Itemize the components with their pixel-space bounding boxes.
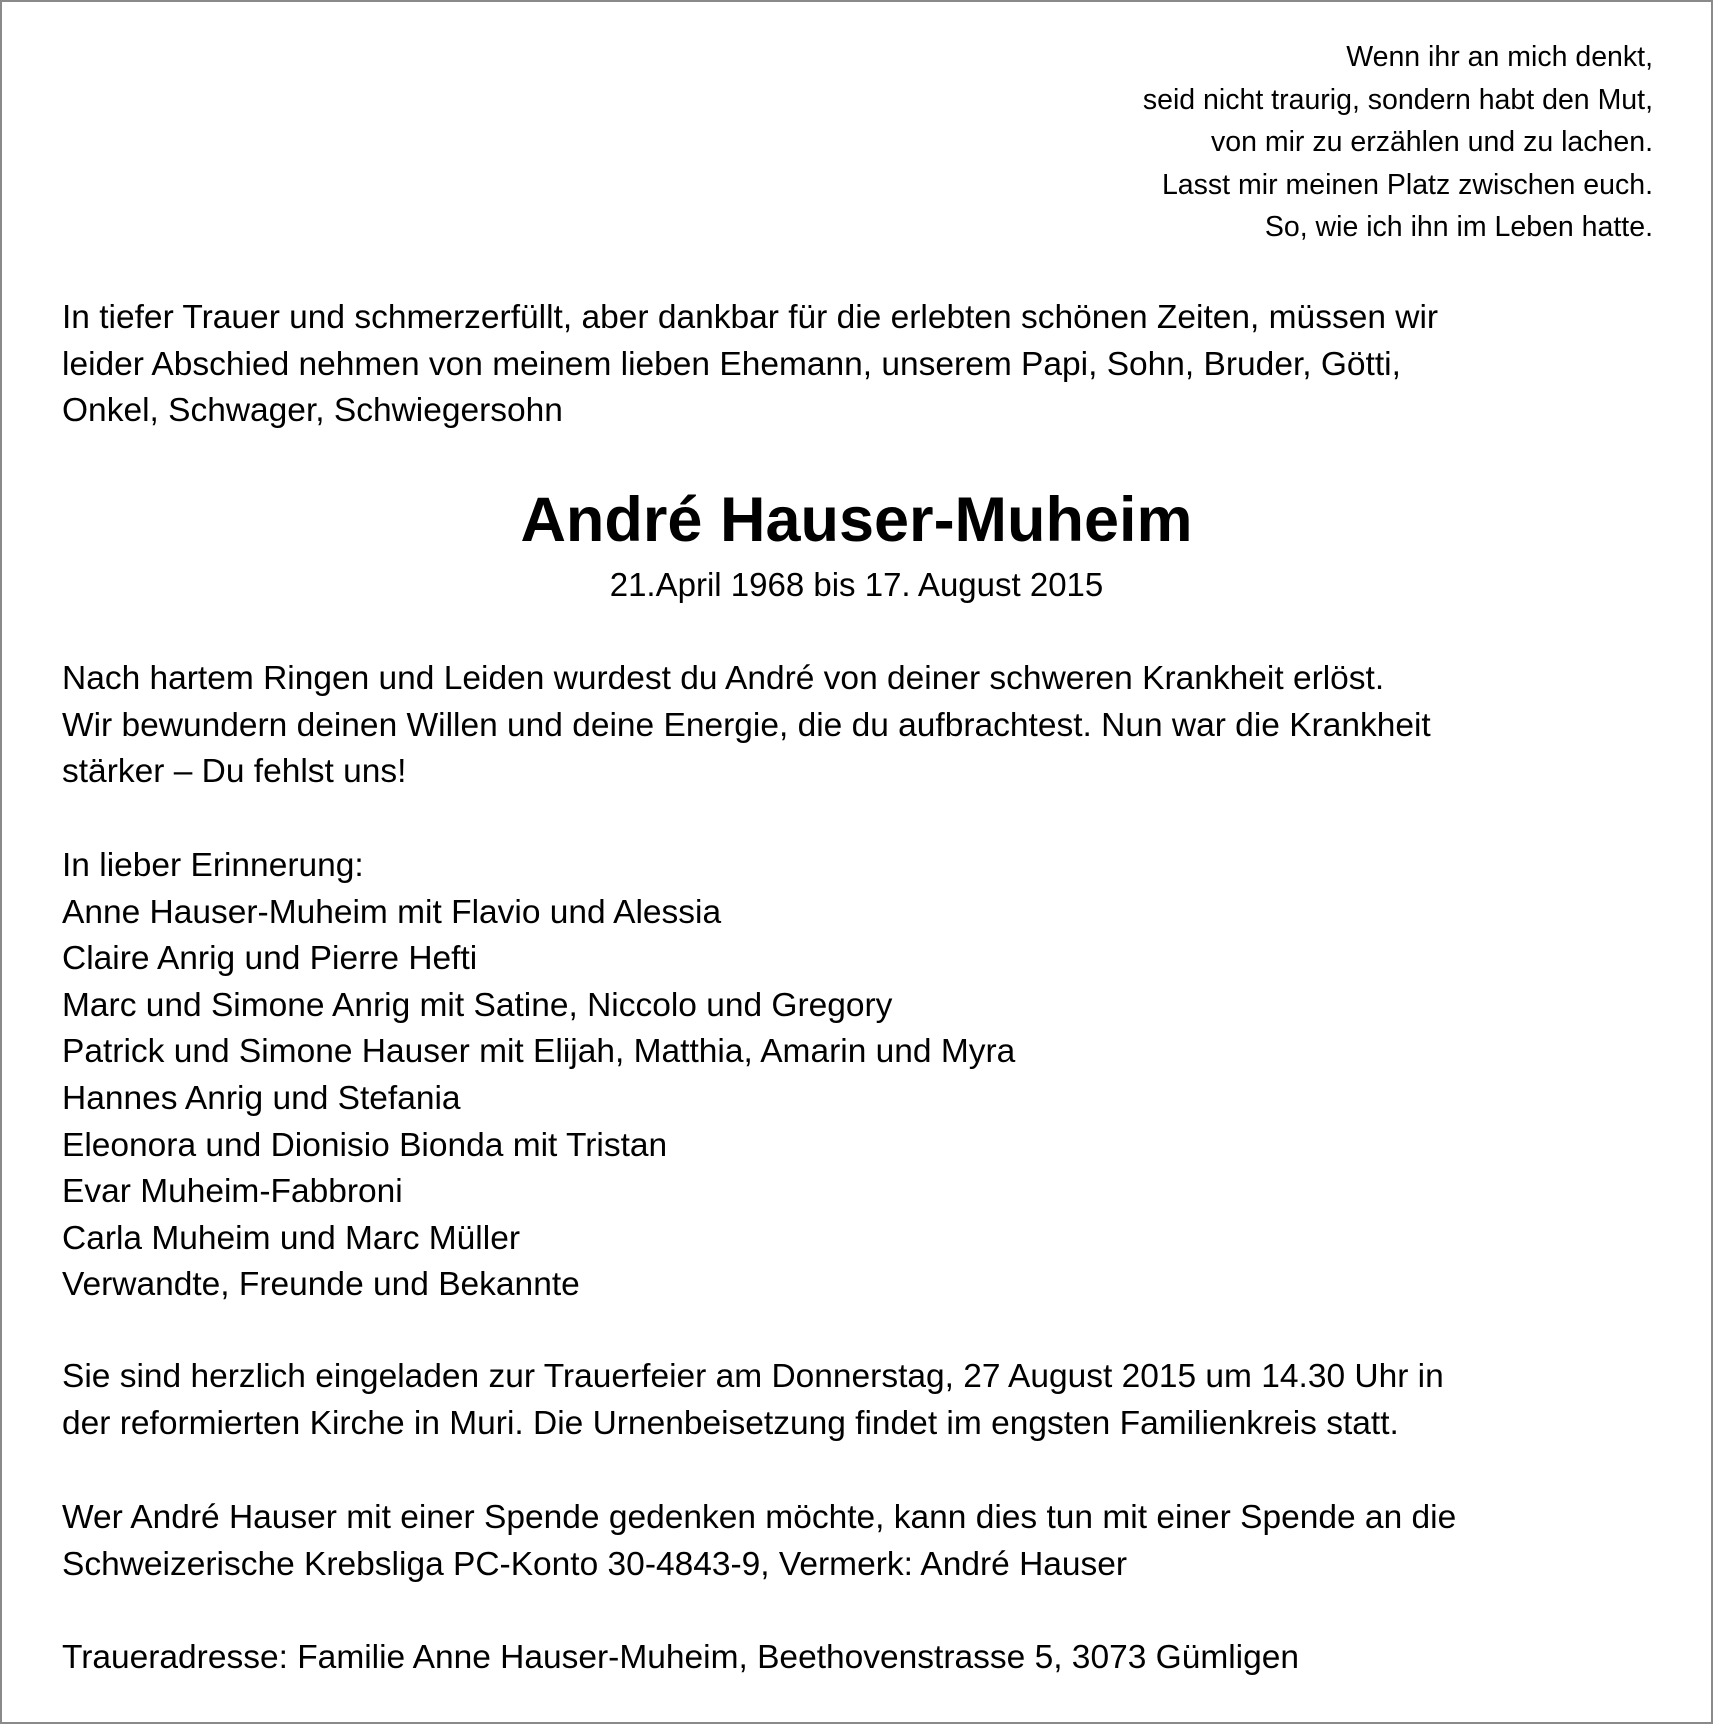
tribute-paragraph bbox=[62, 656, 1431, 796]
quote-line: Wenn ihr an mich denkt, bbox=[1346, 41, 1653, 73]
tribute-line: stärker – Du fehlst uns! bbox=[62, 753, 407, 791]
donation-line: Schweizerische Krebsliga PC-Konto 30-4843-9, Vermerk: André Hauser bbox=[62, 1545, 1128, 1583]
mourning-address: Traueradresse: Familie Anne Hauser-Muheim, Beethovenstrasse 5, 3073 Gümligen bbox=[62, 1639, 1300, 1676]
mourners-list bbox=[62, 843, 1015, 1309]
service-line: Sie sind herzlich eingeladen zur Trauerfeier am Donnerstag, 27 August 2015 um 14.30 Uhr in bbox=[62, 1358, 1444, 1395]
mourners-heading: In lieber Erinnerung: bbox=[62, 847, 364, 884]
mourner: Carla Muheim und Marc Müller bbox=[62, 1219, 520, 1257]
mourner: Hannes Anrig und Stefania bbox=[62, 1079, 461, 1117]
deceased-name: André Hauser-Muheim bbox=[520, 485, 1193, 555]
quote-line: Lasst mir meinen Platz zwischen euch. bbox=[1161, 168, 1653, 201]
mourner: Claire Anrig und Pierre Hefti bbox=[62, 940, 478, 978]
mourner: Evar Muheim-Fabbroni bbox=[62, 1173, 403, 1211]
service-line: der reformierten Kirche in Muri. Die Urnenbeisetzung findet im engsten Familienkreis statt. bbox=[62, 1404, 1399, 1442]
intro-line: leider Abschied nehmen von meinem lieben Ehemann, unserem Papi, Sohn, Bruder, Götti, bbox=[62, 345, 1401, 383]
tribute-line: Nach hartem Ringen und Leiden wurdest du André von deiner schweren Krankheit erlöst. bbox=[62, 660, 1385, 697]
mourner: Verwandte, Freunde und Bekannte bbox=[62, 1266, 580, 1304]
mourner: Eleonora und Dionisio Bionda mit Tristan bbox=[62, 1126, 668, 1164]
quote-line: von mir zu erzählen und zu lachen. bbox=[1210, 126, 1653, 158]
quote-line: seid nicht traurig, sondern habt den Mut, bbox=[1142, 83, 1653, 116]
tribute-line: Wir bewundern deinen Willen und deine Energie, die du aufbrachtest. Nun war die Krankheit bbox=[62, 706, 1431, 744]
address-paragraph bbox=[62, 1635, 1299, 1682]
service-paragraph bbox=[62, 1354, 1444, 1447]
intro-line: Onkel, Schwager, Schwiegersohn bbox=[62, 392, 563, 430]
life-dates: 21.April 1968 bis 17. August 2015 bbox=[609, 566, 1104, 603]
donation-line: Wer André Hauser mit einer Spende gedenken möchte, kann dies tun mit einer Spende an die bbox=[62, 1499, 1457, 1536]
intro-paragraph bbox=[62, 295, 1438, 435]
donation-paragraph bbox=[62, 1495, 1456, 1588]
intro-line: In tiefer Trauer und schmerzerfüllt, aber dankbar für die erlebten schönen Zeiten, müssen wir bbox=[62, 299, 1439, 336]
poem-quote bbox=[1143, 36, 1653, 249]
quote-line: So, wie ich ihn im Leben hatte. bbox=[1264, 211, 1653, 243]
mourner: Marc und Simone Anrig mit Satine, Niccolo und Gregory bbox=[62, 986, 893, 1024]
mourner: Patrick und Simone Hauser mit Elijah, Matthia, Amarin und Myra bbox=[62, 1033, 1016, 1071]
mourner: Anne Hauser-Muheim mit Flavio und Alessia bbox=[62, 893, 722, 931]
